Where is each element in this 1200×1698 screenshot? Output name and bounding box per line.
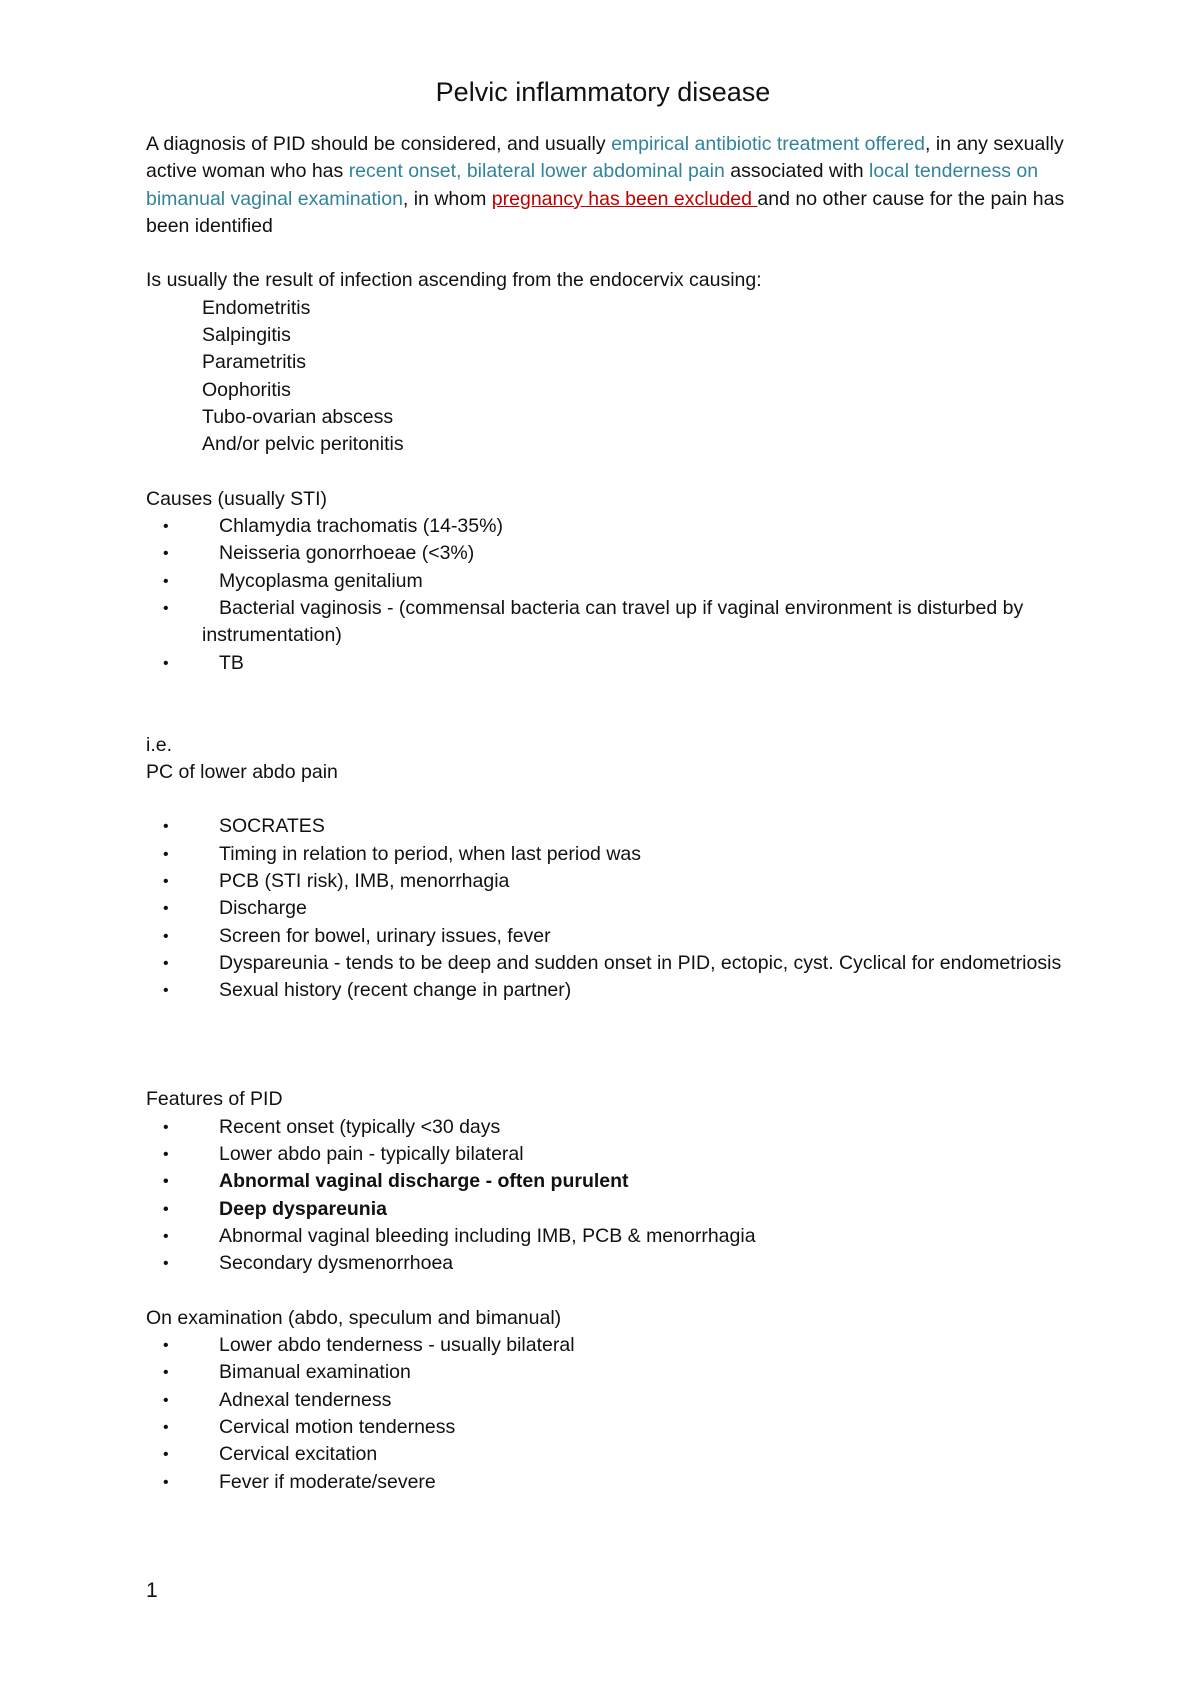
list-item: • Screen for bowel, urinary issues, fever [146, 923, 1076, 950]
result-list [146, 295, 1076, 459]
bullet-icon: • [163, 654, 169, 672]
bullet-icon: • [163, 900, 169, 918]
bullet-icon: • [163, 954, 169, 972]
bullet-icon: • [163, 1173, 169, 1191]
list-item: • Cervical excitation [146, 1441, 1076, 1468]
bullet-icon: • [163, 1227, 169, 1245]
bullet-icon: • [163, 1255, 169, 1273]
list-item: • Bimanual examination [146, 1359, 1076, 1386]
bullet-icon: • [163, 927, 169, 945]
list-item: • Chlamydia trachomatis (14-35%) [146, 513, 1076, 540]
bullet-icon: • [163, 818, 169, 836]
bullet-icon: • [163, 1391, 169, 1409]
intro-text: associated with [724, 160, 869, 183]
bullet-icon: • [163, 1473, 169, 1491]
bullet-icon: • [163, 572, 169, 590]
bullet-icon: • [163, 982, 169, 1000]
bullet-icon: • [163, 1364, 169, 1382]
list-item: • Fever if moderate/severe [146, 1469, 1076, 1496]
list-item: • Deep dyspareunia [146, 1196, 1076, 1223]
list-item: Parametritis [202, 351, 307, 374]
list-item: • TB [146, 650, 1076, 677]
list-item: • Neisseria gonorrhoeae (<3%) [146, 540, 1076, 567]
intro-paragraph [146, 131, 1076, 240]
list-item: • Discharge [146, 895, 1076, 922]
bullet-icon: • [163, 1418, 169, 1436]
intro-highlight-tenderness: local tenderness on bimanual vaginal examination [146, 160, 1039, 210]
document-page [146, 74, 1076, 1496]
bullet-icon: • [163, 600, 169, 618]
result-lead: Is usually the result of infection ascending from the endocervix causing: [146, 269, 762, 292]
list-item: • Recent onset (typically <30 days [146, 1114, 1076, 1141]
list-item: • Adnexal tenderness [146, 1387, 1076, 1414]
list-item: Oophoritis [202, 378, 291, 401]
features-heading: Features of PID [146, 1088, 283, 1111]
bullet-icon: • [163, 545, 169, 563]
bullet-icon: • [163, 1145, 169, 1163]
ie-label: i.e. [146, 733, 173, 756]
causes-list [146, 513, 1076, 677]
list-item: • Abnormal vaginal discharge - often purulent [146, 1168, 1076, 1195]
list-item: Tubo-ovarian abscess [202, 405, 394, 428]
intro-highlight-pregnancy: pregnancy has been excluded [491, 187, 758, 210]
list-item: Endometritis [202, 296, 311, 319]
list-item: • Bacterial vaginosis - (commensal bacteria can travel up if vaginal environment is disturbed by instrumentation) [163, 597, 1024, 647]
bullet-icon: • [163, 1337, 169, 1355]
exam-heading: On examination (abdo, speculum and bimanual) [146, 1306, 562, 1329]
bullet-icon: • [163, 845, 169, 863]
features-list [146, 1114, 1076, 1278]
bullet-icon: • [163, 1446, 169, 1464]
ie-heading: PC of lower abdo pain [146, 760, 338, 783]
list-item: • Abnormal vaginal bleeding including IMB, PCB & menorrhagia [146, 1223, 1076, 1250]
intro-text: , in any sexually active woman who has [146, 133, 1064, 183]
bullet-icon: • [163, 1118, 169, 1136]
pc-list [146, 813, 1076, 1004]
causes-heading: Causes (usually STI) [146, 487, 327, 510]
list-item: • Lower abdo pain - typically bilateral [146, 1141, 1076, 1168]
intro-text: A diagnosis of PID should be considered, and usually [146, 133, 612, 155]
intro-text: , in whom [402, 187, 492, 210]
bullet-icon: • [163, 1200, 169, 1218]
exam-list [146, 1332, 1076, 1496]
page-number: 1 [146, 1579, 158, 1602]
list-item: And/or pelvic peritonitis [202, 433, 404, 456]
list-item: • Secondary dysmenorrhoea [146, 1250, 1076, 1277]
list-item: • PCB (STI risk), IMB, menorrhagia [146, 868, 1076, 895]
list-item: • Sexual history (recent change in partner) [146, 977, 1076, 1004]
list-item: • Mycoplasma genitalium [146, 568, 1076, 595]
intro-highlight-pain: recent onset, bilateral lower abdominal pain [348, 160, 725, 183]
list-item: • SOCRATES [146, 813, 1076, 840]
bullet-icon: • [163, 518, 169, 536]
list-item: • Dyspareunia - tends to be deep and sudden onset in PID, ectopic, cyst. Cyclical for endometriosis [146, 950, 1076, 977]
intro-highlight-treatment: empirical antibiotic treatment offered [611, 133, 926, 155]
list-item: • Cervical motion tenderness [146, 1414, 1076, 1441]
intro-text: and no other cause for the pain has been identified [146, 187, 1065, 237]
list-item: • Lower abdo tenderness - usually bilateral [146, 1332, 1076, 1359]
list-item: • Timing in relation to period, when last period was [146, 841, 1076, 868]
page-title: Pelvic inflammatory disease [435, 77, 771, 107]
list-item: Salpingitis [202, 324, 291, 347]
bullet-icon: • [163, 873, 169, 891]
